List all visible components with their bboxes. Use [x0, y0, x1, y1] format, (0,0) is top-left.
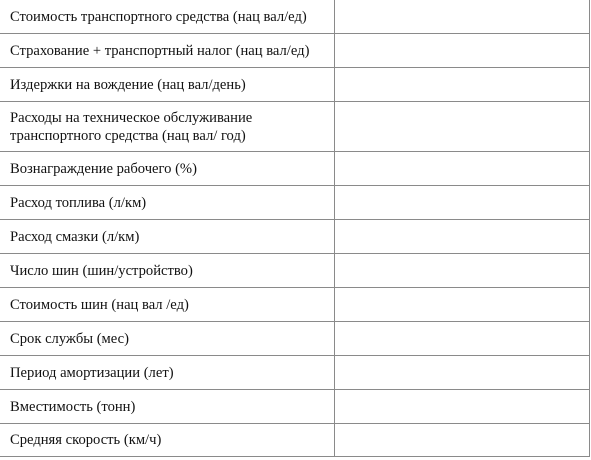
parameter-value-cell[interactable]	[334, 186, 590, 220]
parameter-label: Расход топлива (л/км)	[0, 186, 334, 220]
table-row	[0, 254, 590, 288]
parameter-value-cell[interactable]	[334, 102, 590, 152]
parameter-label: Издержки на вождение (нац вал/день)	[0, 68, 334, 102]
table-row	[0, 356, 590, 390]
parameter-label: Стоимость шин (нац вал /ед)	[0, 288, 334, 322]
table-row	[0, 390, 590, 424]
parameter-value-cell[interactable]	[334, 152, 590, 186]
table-row	[0, 186, 590, 220]
parameter-label: Стоимость транспортного средства (нац вал/ед)	[0, 0, 334, 34]
table-row	[0, 220, 590, 254]
table-row	[0, 34, 590, 68]
parameter-value-cell[interactable]	[334, 322, 590, 356]
parameter-value-cell[interactable]	[334, 0, 590, 34]
parameter-label: Вознаграждение рабочего (%)	[0, 152, 334, 186]
table-row	[0, 102, 590, 152]
table-row	[0, 152, 590, 186]
parameter-value-cell[interactable]	[334, 390, 590, 424]
parameter-label: Период амортизации (лет)	[0, 356, 334, 390]
parameter-value-cell[interactable]	[334, 356, 590, 390]
parameter-value-cell[interactable]	[334, 288, 590, 322]
parameter-value-cell[interactable]	[334, 68, 590, 102]
parameter-value-cell[interactable]	[334, 220, 590, 254]
parameter-value-cell[interactable]	[334, 424, 590, 457]
parameter-label: Срок службы (мес)	[0, 322, 334, 356]
parameter-label: Страхование + транспортный налог (нац вал/ед)	[0, 34, 334, 68]
parameter-value-cell[interactable]	[334, 34, 590, 68]
parameter-label: Расходы на техническое обслуживание транспортного средства (нац вал/ год)	[0, 102, 334, 152]
parameter-value-cell[interactable]	[334, 254, 590, 288]
parameter-label: Средняя скорость (км/ч)	[0, 424, 334, 457]
table-row	[0, 424, 590, 457]
parameter-label: Вместимость (тонн)	[0, 390, 334, 424]
table-row	[0, 322, 590, 356]
table-row	[0, 0, 590, 34]
table-row	[0, 68, 590, 102]
table-row	[0, 288, 590, 322]
parameter-label: Число шин (шин/устройство)	[0, 254, 334, 288]
parameter-label: Расход смазки (л/км)	[0, 220, 334, 254]
